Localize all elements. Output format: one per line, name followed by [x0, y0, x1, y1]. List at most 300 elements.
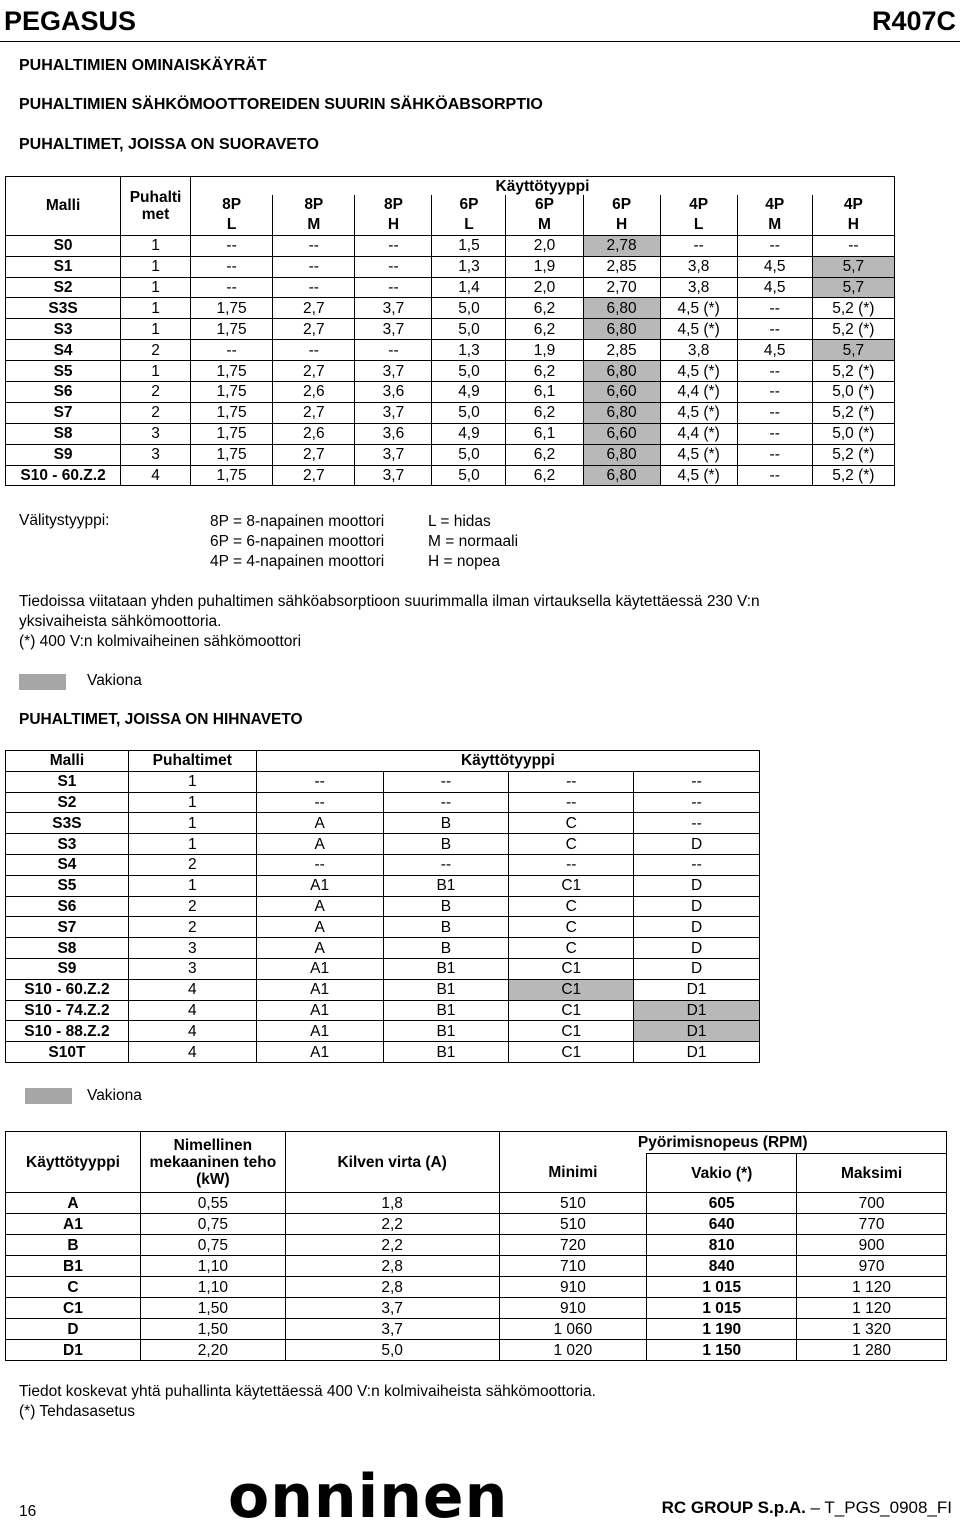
value-cell: 510 — [499, 1214, 647, 1235]
type-speed: H — [583, 215, 660, 235]
value-cell: B1 — [383, 1021, 509, 1042]
value-cell: 4 — [128, 1000, 256, 1021]
value-cell: 5,0 (*) — [812, 423, 894, 444]
value-cell: 2 — [128, 854, 256, 875]
legend-speed-h: H = nopea — [428, 553, 500, 570]
table-row — [6, 1021, 760, 1042]
value-cell: 1,3 — [432, 256, 506, 277]
value-cell: C — [509, 938, 634, 959]
value-cell: 1 120 — [797, 1298, 947, 1319]
value-cell: 1 — [128, 875, 256, 896]
model-cell: S9 — [6, 958, 129, 979]
model-cell: S8 — [6, 938, 129, 959]
value-cell: 2,7 — [273, 444, 355, 465]
model-cell: S10 - 60.Z.2 — [6, 465, 121, 486]
notes-direct — [19, 592, 939, 652]
value-cell: 1,3 — [432, 340, 506, 361]
value-cell: 6,80 — [583, 361, 660, 382]
value-cell: -- — [509, 771, 634, 792]
value-cell: 1,9 — [506, 340, 583, 361]
value-cell: 770 — [797, 1214, 947, 1235]
type-poles: 8P — [190, 195, 272, 215]
value-cell: C — [509, 813, 634, 834]
note-motor-2: (*) Tehdasasetus — [19, 1403, 136, 1420]
value-cell: 1,75 — [190, 423, 272, 444]
table-row — [6, 298, 895, 319]
type-cell: D — [6, 1319, 141, 1340]
type-poles: 4P — [737, 195, 812, 215]
value-cell: C — [509, 917, 634, 938]
value-cell: -- — [355, 256, 432, 277]
type-poles: 8P — [273, 195, 355, 215]
value-cell: B — [383, 938, 509, 959]
value-cell: 6,80 — [583, 319, 660, 340]
type-cell: D1 — [6, 1340, 141, 1361]
header-divider — [0, 41, 960, 42]
model-cell: S3 — [6, 834, 129, 855]
value-cell: -- — [383, 771, 509, 792]
type-poles: 6P — [583, 195, 660, 215]
value-cell: D — [634, 958, 760, 979]
value-cell: 2 — [121, 340, 191, 361]
value-cell: -- — [273, 256, 355, 277]
table-row — [6, 1235, 947, 1256]
value-cell: -- — [355, 277, 432, 298]
value-cell: 4,5 (*) — [660, 402, 737, 423]
footer-doc — [662, 1498, 952, 1518]
value-cell: 1 280 — [797, 1340, 947, 1361]
type-cell: B1 — [6, 1256, 141, 1277]
table-row — [6, 402, 895, 423]
value-cell: 1 320 — [797, 1319, 947, 1340]
value-cell: -- — [190, 256, 272, 277]
value-cell: 6,2 — [506, 444, 583, 465]
value-cell: 1 060 — [499, 1319, 647, 1340]
value-cell: 2,2 — [285, 1235, 499, 1256]
value-cell: D1 — [634, 979, 760, 1000]
value-cell: 6,60 — [583, 382, 660, 403]
legend-poles — [210, 512, 384, 572]
value-cell: -- — [383, 854, 509, 875]
table-row — [6, 938, 760, 959]
model-cell: S0 — [6, 235, 121, 256]
value-cell: 510 — [499, 1193, 647, 1214]
value-cell: A1 — [256, 875, 383, 896]
value-cell: -- — [190, 340, 272, 361]
value-cell: 1 — [121, 298, 191, 319]
value-cell: 3 — [128, 958, 256, 979]
value-cell: 2,7 — [273, 319, 355, 340]
value-cell: 0,55 — [140, 1193, 285, 1214]
col-std: Vakio (*) — [647, 1154, 797, 1193]
value-cell: 5,0 — [432, 402, 506, 423]
table-row — [6, 1340, 947, 1361]
note-line-3: (*) 400 V:n kolmivaiheinen sähkömoottori — [19, 633, 302, 650]
value-cell: 2 — [121, 402, 191, 423]
type-poles: 4P — [812, 195, 894, 215]
value-cell: B1 — [383, 1042, 509, 1063]
value-cell: 1,10 — [140, 1256, 285, 1277]
value-cell: 1,75 — [190, 465, 272, 486]
table-row — [6, 277, 895, 298]
model-cell: S3 — [6, 319, 121, 340]
value-cell: -- — [355, 235, 432, 256]
value-cell: 1,75 — [190, 402, 272, 423]
table-row — [6, 958, 760, 979]
type-poles: 6P — [506, 195, 583, 215]
table-row — [6, 423, 895, 444]
value-cell: 6,2 — [506, 402, 583, 423]
value-cell: 4 — [128, 1042, 256, 1063]
value-cell: -- — [634, 854, 760, 875]
note-line-2: yksivaiheista sähkömoottoria. — [19, 613, 222, 630]
value-cell: -- — [737, 382, 812, 403]
direct-drive-table — [5, 176, 895, 486]
value-cell: 1 — [121, 319, 191, 340]
value-cell: 1 — [128, 834, 256, 855]
value-cell: 2,8 — [285, 1256, 499, 1277]
value-cell: 4 — [128, 979, 256, 1000]
table-row — [6, 1277, 947, 1298]
value-cell: 5,0 — [432, 444, 506, 465]
heading-max-absorption: PUHALTIMIEN SÄHKÖMOOTTOREIDEN SUURIN SÄHKÖABSORPTIO — [19, 96, 543, 113]
value-cell: -- — [737, 235, 812, 256]
model-cell: S8 — [6, 423, 121, 444]
value-cell: 4,9 — [432, 382, 506, 403]
value-cell: 4,5 — [737, 277, 812, 298]
value-cell: C1 — [509, 979, 634, 1000]
value-cell: 4,5 — [737, 256, 812, 277]
value-cell: 640 — [647, 1214, 797, 1235]
value-cell: 6,2 — [506, 319, 583, 340]
value-cell: 840 — [647, 1256, 797, 1277]
type-speed: M — [273, 215, 355, 235]
value-cell: 6,2 — [506, 465, 583, 486]
value-cell: D — [634, 896, 760, 917]
value-cell: 1,50 — [140, 1298, 285, 1319]
heading-fan-curves: PUHALTIMIEN OMINAISKÄYRÄT — [19, 57, 267, 74]
value-cell: -- — [509, 854, 634, 875]
value-cell: -- — [737, 361, 812, 382]
value-cell: 6,80 — [583, 465, 660, 486]
legend-speeds — [428, 512, 518, 572]
table-row — [6, 792, 760, 813]
value-cell: 3,8 — [660, 277, 737, 298]
value-cell: 1,9 — [506, 256, 583, 277]
value-cell: 2,8 — [285, 1277, 499, 1298]
value-cell: 4,4 (*) — [660, 423, 737, 444]
value-cell: 1,10 — [140, 1277, 285, 1298]
value-cell: 2,7 — [273, 298, 355, 319]
table-row — [6, 361, 895, 382]
value-cell: A — [256, 813, 383, 834]
type-cell: A — [6, 1193, 141, 1214]
heading-belt-drive: PUHALTIMET, JOISSA ON HIHNAVETO — [19, 711, 303, 728]
type-speed: L — [660, 215, 737, 235]
table-row — [6, 1042, 760, 1063]
value-cell: 3,7 — [355, 298, 432, 319]
legend-label: Välitystyyppi: — [19, 512, 110, 529]
value-cell: 3,7 — [355, 402, 432, 423]
value-cell: 0,75 — [140, 1235, 285, 1256]
value-cell: A1 — [256, 979, 383, 1000]
model-cell: S10 - 60.Z.2 — [6, 979, 129, 1000]
value-cell: 2,78 — [583, 235, 660, 256]
table-row — [6, 834, 760, 855]
table-row — [6, 979, 760, 1000]
value-cell: B1 — [383, 958, 509, 979]
value-cell: 970 — [797, 1256, 947, 1277]
value-cell: A — [256, 917, 383, 938]
value-cell: C1 — [509, 1042, 634, 1063]
value-cell: 6,80 — [583, 298, 660, 319]
value-cell: 6,2 — [506, 298, 583, 319]
value-cell: -- — [355, 340, 432, 361]
value-cell: B — [383, 813, 509, 834]
value-cell: 810 — [647, 1235, 797, 1256]
value-cell: -- — [812, 235, 894, 256]
col-model: Malli — [6, 751, 129, 772]
col-model: Malli — [6, 177, 121, 236]
model-cell: S10 - 74.Z.2 — [6, 1000, 129, 1021]
value-cell: 5,2 (*) — [812, 444, 894, 465]
legend-pole-4p: 4P = 4-napainen moottori — [210, 553, 385, 570]
table-row — [6, 1319, 947, 1340]
table-row — [6, 813, 760, 834]
value-cell: -- — [737, 465, 812, 486]
value-cell: -- — [634, 771, 760, 792]
value-cell: 1 020 — [499, 1340, 647, 1361]
value-cell: B1 — [383, 1000, 509, 1021]
value-cell: 1,75 — [190, 444, 272, 465]
type-poles: 6P — [432, 195, 506, 215]
col-type: Käyttötyyppi — [6, 1132, 141, 1193]
footer-company: RC GROUP S.p.A. — [661, 1498, 806, 1517]
value-cell: 3,6 — [355, 382, 432, 403]
model-cell: S9 — [6, 444, 121, 465]
value-cell: 700 — [797, 1193, 947, 1214]
value-cell: 0,75 — [140, 1214, 285, 1235]
value-cell: 5,0 — [432, 361, 506, 382]
table-row — [6, 465, 895, 486]
value-cell: 5,0 (*) — [812, 382, 894, 403]
col-drive-type-group: Käyttötyyppi — [190, 177, 894, 196]
page-number: 16 — [19, 1503, 37, 1520]
standard-label: Vakiona — [87, 672, 142, 689]
value-cell: 2,85 — [583, 256, 660, 277]
value-cell: 3,7 — [355, 444, 432, 465]
table-row — [6, 340, 895, 361]
table-row — [6, 444, 895, 465]
value-cell: C1 — [509, 1000, 634, 1021]
value-cell: -- — [273, 277, 355, 298]
value-cell: B1 — [383, 979, 509, 1000]
value-cell: 5,0 — [432, 465, 506, 486]
value-cell: 4,5 (*) — [660, 465, 737, 486]
type-cell: B — [6, 1235, 141, 1256]
value-cell: 2,70 — [583, 277, 660, 298]
standard-swatch — [19, 674, 66, 690]
value-cell: 6,2 — [506, 361, 583, 382]
value-cell: B — [383, 834, 509, 855]
table-row — [6, 1214, 947, 1235]
value-cell: 910 — [499, 1298, 647, 1319]
value-cell: 2,6 — [273, 382, 355, 403]
value-cell: 910 — [499, 1277, 647, 1298]
value-cell: 2 — [128, 896, 256, 917]
value-cell: 5,2 (*) — [812, 361, 894, 382]
value-cell: -- — [634, 792, 760, 813]
value-cell: -- — [190, 277, 272, 298]
value-cell: -- — [737, 298, 812, 319]
type-cell: C1 — [6, 1298, 141, 1319]
value-cell: 2,20 — [140, 1340, 285, 1361]
value-cell: 6,80 — [583, 444, 660, 465]
value-cell: 5,7 — [812, 277, 894, 298]
type-poles: 8P — [355, 195, 432, 215]
value-cell: -- — [273, 235, 355, 256]
value-cell: A — [256, 834, 383, 855]
value-cell: C — [509, 896, 634, 917]
legend-pole-6p: 6P = 6-napainen moottori — [210, 533, 385, 550]
value-cell: B — [383, 896, 509, 917]
table-row — [6, 896, 760, 917]
value-cell: A1 — [256, 1000, 383, 1021]
value-cell: 1 120 — [797, 1277, 947, 1298]
col-min: Minimi — [499, 1154, 647, 1193]
value-cell: 2,6 — [273, 423, 355, 444]
value-cell: 5,2 (*) — [812, 298, 894, 319]
value-cell: 2 — [121, 382, 191, 403]
value-cell: -- — [273, 340, 355, 361]
note-motor-1: Tiedot koskevat yhtä puhallinta käytettäessä 400 V:n kolmivaiheista sähkömoottoria. — [19, 1383, 596, 1400]
model-cell: S2 — [6, 792, 129, 813]
footer-sep: – — [805, 1498, 825, 1517]
value-cell: 2,7 — [273, 465, 355, 486]
col-current: Kilven virta (A) — [285, 1132, 499, 1193]
value-cell: 5,2 (*) — [812, 465, 894, 486]
value-cell: 1 — [128, 813, 256, 834]
table-row — [6, 1000, 760, 1021]
value-cell: 1 — [128, 771, 256, 792]
value-cell: A — [256, 896, 383, 917]
value-cell: -- — [256, 854, 383, 875]
value-cell: 3,7 — [355, 465, 432, 486]
col-fans: Puhalti met — [121, 177, 191, 236]
value-cell: 4,5 (*) — [660, 298, 737, 319]
standard-swatch-2 — [25, 1088, 72, 1104]
col-drive-type-group: Käyttötyyppi — [256, 751, 759, 772]
footer-doc-code: T_PGS_0908_FI — [824, 1498, 952, 1517]
value-cell: 1 — [121, 277, 191, 298]
model-cell: S7 — [6, 917, 129, 938]
value-cell: 1,75 — [190, 382, 272, 403]
table-row — [6, 917, 760, 938]
value-cell: 1,75 — [190, 319, 272, 340]
value-cell: 3 — [121, 423, 191, 444]
value-cell: A1 — [256, 1042, 383, 1063]
value-cell: 6,1 — [506, 382, 583, 403]
value-cell: D1 — [634, 1021, 760, 1042]
table-row — [6, 1256, 947, 1277]
value-cell: D — [634, 834, 760, 855]
value-cell: C — [509, 834, 634, 855]
value-cell: 1 190 — [647, 1319, 797, 1340]
model-cell: S4 — [6, 340, 121, 361]
value-cell: 720 — [499, 1235, 647, 1256]
col-power: Nimellinen mekaaninen teho (kW) — [140, 1132, 285, 1193]
value-cell: 5,0 — [432, 319, 506, 340]
table-row — [6, 854, 760, 875]
type-speed: H — [355, 215, 432, 235]
model-cell: S2 — [6, 277, 121, 298]
value-cell: 1 150 — [647, 1340, 797, 1361]
model-cell: S1 — [6, 771, 129, 792]
model-cell: S6 — [6, 896, 129, 917]
value-cell: 2,7 — [273, 402, 355, 423]
value-cell: 3,8 — [660, 256, 737, 277]
value-cell: 4,4 (*) — [660, 382, 737, 403]
value-cell: -- — [737, 444, 812, 465]
value-cell: -- — [660, 235, 737, 256]
value-cell: 6,60 — [583, 423, 660, 444]
heading-direct-drive: PUHALTIMET, JOISSA ON SUORAVETO — [19, 136, 319, 153]
model-cell: S4 — [6, 854, 129, 875]
value-cell: 4 — [128, 1021, 256, 1042]
value-cell: D1 — [634, 1000, 760, 1021]
standard-label-2: Vakiona — [87, 1087, 142, 1104]
table-row — [6, 771, 760, 792]
model-cell: S5 — [6, 875, 129, 896]
value-cell: 1,75 — [190, 298, 272, 319]
type-cell: A1 — [6, 1214, 141, 1235]
type-speed: H — [812, 215, 894, 235]
table-row — [6, 1298, 947, 1319]
value-cell: 3,7 — [355, 319, 432, 340]
value-cell: C1 — [509, 958, 634, 979]
model-cell: S10 - 88.Z.2 — [6, 1021, 129, 1042]
value-cell: 5,2 (*) — [812, 402, 894, 423]
value-cell: -- — [256, 792, 383, 813]
value-cell: D — [634, 917, 760, 938]
notes-motor — [19, 1382, 596, 1422]
value-cell: 4,5 (*) — [660, 444, 737, 465]
value-cell: 2,7 — [273, 361, 355, 382]
type-cell: C — [6, 1277, 141, 1298]
value-cell: 3,6 — [355, 423, 432, 444]
model-code: R407C — [871, 6, 956, 36]
col-max: Maksimi — [797, 1154, 947, 1193]
value-cell: 4,5 (*) — [660, 319, 737, 340]
type-poles: 4P — [660, 195, 737, 215]
value-cell: 1 — [121, 235, 191, 256]
value-cell: B — [383, 917, 509, 938]
col-rpm-group: Pyörimisnopeus (RPM) — [499, 1132, 947, 1154]
model-cell: S1 — [6, 256, 121, 277]
value-cell: 5,0 — [285, 1340, 499, 1361]
value-cell: 1 — [121, 256, 191, 277]
value-cell: 3,8 — [660, 340, 737, 361]
value-cell: B1 — [383, 875, 509, 896]
type-speed: L — [190, 215, 272, 235]
value-cell: 6,1 — [506, 423, 583, 444]
value-cell: 900 — [797, 1235, 947, 1256]
value-cell: 1,8 — [285, 1193, 499, 1214]
value-cell: 3,7 — [285, 1298, 499, 1319]
type-speed: M — [737, 215, 812, 235]
value-cell: A1 — [256, 958, 383, 979]
value-cell: 5,2 (*) — [812, 319, 894, 340]
